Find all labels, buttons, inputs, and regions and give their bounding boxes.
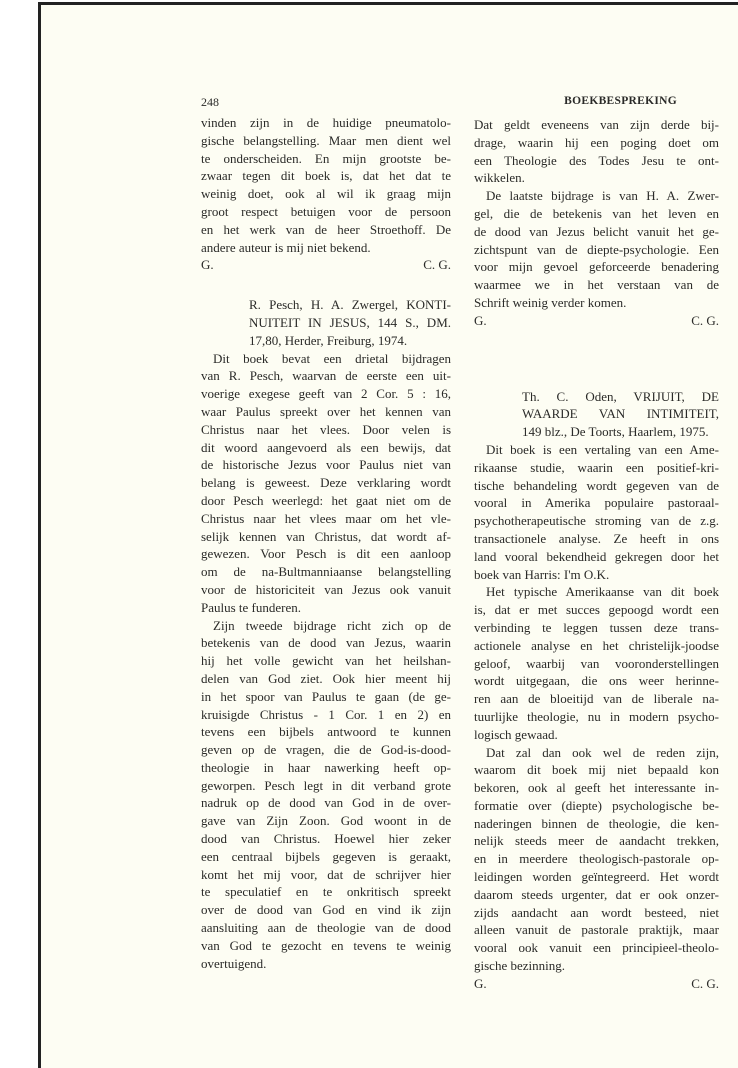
text-line: belang is geweest. Deze verklaring wordt bbox=[201, 475, 451, 491]
paragraph bbox=[474, 744, 719, 975]
signature-left: G. bbox=[201, 257, 214, 273]
text-line: tuurlijke theologie, nu in modern psycho- bbox=[474, 708, 719, 724]
text-line: rikaanse studie, waarin een positief-kri- bbox=[474, 459, 719, 475]
text-line: voor de historiciteit van Jezus ook vanuit bbox=[201, 581, 451, 597]
signature-right: C. G. bbox=[691, 312, 719, 328]
signature-left: G. bbox=[474, 312, 487, 328]
spacer bbox=[474, 330, 719, 388]
text-line: nelijk steeds meer de aandacht trekken, bbox=[474, 833, 719, 849]
text-line: transactionele analyse. Ze heeft in ons bbox=[474, 530, 719, 546]
text-line: een Theologie des Todes Jesu te ont- bbox=[474, 152, 719, 168]
text-line: dit woord aangevoerd als een bewijs, dat bbox=[201, 439, 451, 455]
text-line: ren aan de bloeitijd van de liberale na- bbox=[474, 691, 719, 707]
text-line: overtuigend. bbox=[201, 955, 267, 971]
signature-left: G. bbox=[474, 975, 487, 991]
paragraph bbox=[474, 583, 719, 743]
book-citation bbox=[474, 388, 719, 441]
text-line: WAARDE VAN INTIMITEIT, bbox=[522, 406, 719, 422]
book-citation bbox=[201, 296, 451, 349]
paragraph bbox=[474, 187, 719, 312]
text-line: weinig doet, ook al wil ik graag mijn bbox=[201, 186, 451, 202]
running-head: BOEKBESPREKING bbox=[564, 95, 677, 107]
text-line: 149 blz., De Toorts, Haarlem, 1975. bbox=[522, 424, 709, 440]
page-number: 248 bbox=[201, 95, 219, 109]
text-line: land vooral bekendheid gekregen door het bbox=[474, 548, 719, 564]
text-line: zijds aandacht aan wordt besteed, niet bbox=[474, 904, 719, 920]
text-line: Dat zal dan ook wel de reden zijn, bbox=[486, 744, 719, 760]
paragraph bbox=[474, 116, 719, 187]
signature-right: C. G. bbox=[423, 257, 451, 273]
text-line: in het spoor van Paulus te gaan (de ge- bbox=[201, 688, 451, 704]
text-line: komt het mij voor, dat de schrijver hier bbox=[201, 866, 451, 882]
text-line: waarom dit boek mij niet bepaald kon bbox=[474, 762, 719, 778]
text-line: waarmee we in het verstaan van de bbox=[474, 277, 719, 293]
text-line: van God te gezocht en tevens te weinig bbox=[201, 937, 451, 953]
text-line: wordt uitgegaan, die ons weer herinne- bbox=[474, 673, 719, 689]
text-line: NUITEIT IN JESUS, 144 S., DM. bbox=[249, 314, 451, 330]
text-line: tische behandeling wordt gegeven van de bbox=[474, 477, 719, 493]
text-line: verbinding te leggen tussen deze trans- bbox=[474, 619, 719, 635]
text-line: gel, die de betekenis van het leven en bbox=[474, 205, 719, 221]
review-signature bbox=[201, 256, 451, 274]
text-line: voor mijn gevoel geforceerde benadering bbox=[474, 259, 719, 275]
text-line: door Pesch weerlegd: het gaat niet om de bbox=[201, 492, 451, 508]
text-line: selijk kennen van Christus, dat wordt af- bbox=[201, 528, 451, 544]
text-line: Dit boek is een vertaling van een Ame- bbox=[486, 441, 719, 457]
text-line: theologie in haar nawerking heeft op- bbox=[201, 759, 451, 775]
text-line: 17,80, Herder, Freiburg, 1974. bbox=[249, 332, 408, 348]
text-line: boek van Harris: I'm O.K. bbox=[474, 566, 610, 582]
text-line: gische belangstelling. Maar men dient wel bbox=[201, 132, 451, 148]
paragraph bbox=[201, 114, 451, 256]
text-line: is, dat er met succes gepoogd wordt een bbox=[474, 602, 719, 618]
text-line: voerige exegese geeft van 2 Cor. 5 : 16, bbox=[201, 386, 451, 402]
text-line: nadruk op de dood van God in de over- bbox=[201, 795, 451, 811]
text-line: Dat geldt eveneens van zijn derde bij- bbox=[474, 117, 719, 132]
signature-right: C. G. bbox=[691, 975, 719, 991]
text-line: Het typische Amerikaanse van dit boek bbox=[486, 584, 719, 600]
text-line: vinden zijn in de huidige pneumatolo- bbox=[201, 115, 451, 130]
text-line: om de na-Bultmanniaanse belangstelling bbox=[201, 564, 451, 580]
text-line: R. Pesch, H. A. Zwergel, KONTI- bbox=[249, 297, 451, 313]
text-line: vooral in Amerika populaire pastoraal- bbox=[474, 495, 719, 511]
text-line: te speculatief en te onkritisch spreekt bbox=[201, 884, 451, 900]
text-line: geloof, waarbij van vooronderstellingen bbox=[474, 655, 719, 671]
text-line: Zijn tweede bijdrage richt zich op de bbox=[213, 617, 451, 633]
text-line: psychotherapeutische stroming van de z.g. bbox=[474, 513, 719, 529]
review-signature bbox=[474, 312, 719, 330]
text-line: dood van Christus. Hoewel hier zeker bbox=[201, 831, 451, 847]
text-line: een centraal bijbels gegeven is geraakt, bbox=[201, 848, 451, 864]
text-line: Schrift weinig verder komen. bbox=[474, 294, 627, 310]
text-line: daarom steeds urgenter, dat er ook onzer- bbox=[474, 886, 719, 902]
text-line: De laatste bijdrage is van H. A. Zwer- bbox=[486, 188, 719, 204]
text-line: geworpen. Pesch legt in dit verband grote bbox=[201, 777, 451, 793]
text-line: waar Paulus spreekt over het kennen van bbox=[201, 403, 451, 419]
text-line: gave van Zijn Zoon. God woont in de bbox=[201, 813, 451, 829]
text-line: geven op de vragen, die de God-is-dood- bbox=[201, 742, 451, 758]
text-line: logisch gewaad. bbox=[474, 726, 558, 742]
text-line: naderingen binnen de theologie, die ken- bbox=[474, 815, 719, 831]
text-line: wikkelen. bbox=[474, 170, 525, 186]
document-page bbox=[38, 2, 738, 1068]
text-line: zwaar tegen dit boek is, dat het dat te bbox=[201, 168, 451, 184]
text-line: vooral ook vanuit een principieel-theolo- bbox=[474, 940, 719, 956]
text-line: de historische Jezus voor Paulus niet van bbox=[201, 457, 451, 473]
paragraph bbox=[474, 441, 719, 583]
text-line: Dit boek bevat een drietal bijdragen bbox=[213, 350, 451, 366]
text-line: Th. C. Oden, VRIJUIT, DE bbox=[522, 388, 719, 404]
text-line: bekoren, ook al geeft het interessante in- bbox=[474, 780, 719, 796]
text-line: kruisigde Christus - 1 Cor. 1 en 2) en bbox=[201, 706, 451, 722]
text-line: aansluiting aan de theologie van de dood bbox=[201, 920, 451, 936]
text-line: alleen vanuit de pastorale praktijk, maar bbox=[474, 922, 719, 938]
paragraph bbox=[201, 350, 451, 617]
spacer bbox=[201, 274, 451, 296]
right-column bbox=[474, 116, 719, 993]
left-column bbox=[201, 114, 451, 972]
text-line: andere auteur is mij niet bekend. bbox=[201, 239, 371, 255]
text-line: leidingen worden geïntegreerd. Het wordt bbox=[474, 869, 719, 885]
text-line: en het werk van de heer Stroethoff. De bbox=[201, 221, 451, 237]
text-line: Christus naar het vlees maar om het vle- bbox=[201, 510, 451, 526]
text-line: van R. Pesch, waarvan de eerste een uit- bbox=[201, 368, 451, 384]
text-line: Christus naar het vlees. Door velen is bbox=[201, 421, 451, 437]
text-line: betekenis van de dood van Jezus, waarin bbox=[201, 635, 451, 651]
text-line: Paulus te funderen. bbox=[201, 599, 302, 615]
text-line: groot respect betuigen voor de persoon bbox=[201, 203, 451, 219]
text-line: actionele analyse en het christelijk-joodse bbox=[474, 637, 719, 653]
paragraph bbox=[201, 617, 451, 973]
text-line: en in meerdere theologisch-pastorale op- bbox=[474, 851, 719, 867]
text-line: hij het volle gewicht van het heilshan- bbox=[201, 653, 451, 669]
text-line: de dood van Jezus belicht vanuit het ge- bbox=[474, 223, 719, 239]
review-signature bbox=[474, 975, 719, 993]
text-line: formatie over (diepte) psychologische be- bbox=[474, 797, 719, 813]
text-line: delen van God ziet. Ook hier meent hij bbox=[201, 670, 451, 686]
text-line: drage, waarin hij een poging doet om bbox=[474, 134, 719, 150]
text-line: over de dood van God en vind ik zijn bbox=[201, 902, 451, 918]
text-line: gische bezinning. bbox=[474, 958, 565, 974]
text-line: gewezen. Voor Pesch is dit een aanloop bbox=[201, 546, 451, 562]
text-line: tevens een bijbels antwoord te kunnen bbox=[201, 724, 451, 740]
text-line: zichtspunt van de diepte-psychologie. Een bbox=[474, 241, 719, 257]
text-line: te onderscheiden. En mijn grootste be- bbox=[201, 150, 451, 166]
